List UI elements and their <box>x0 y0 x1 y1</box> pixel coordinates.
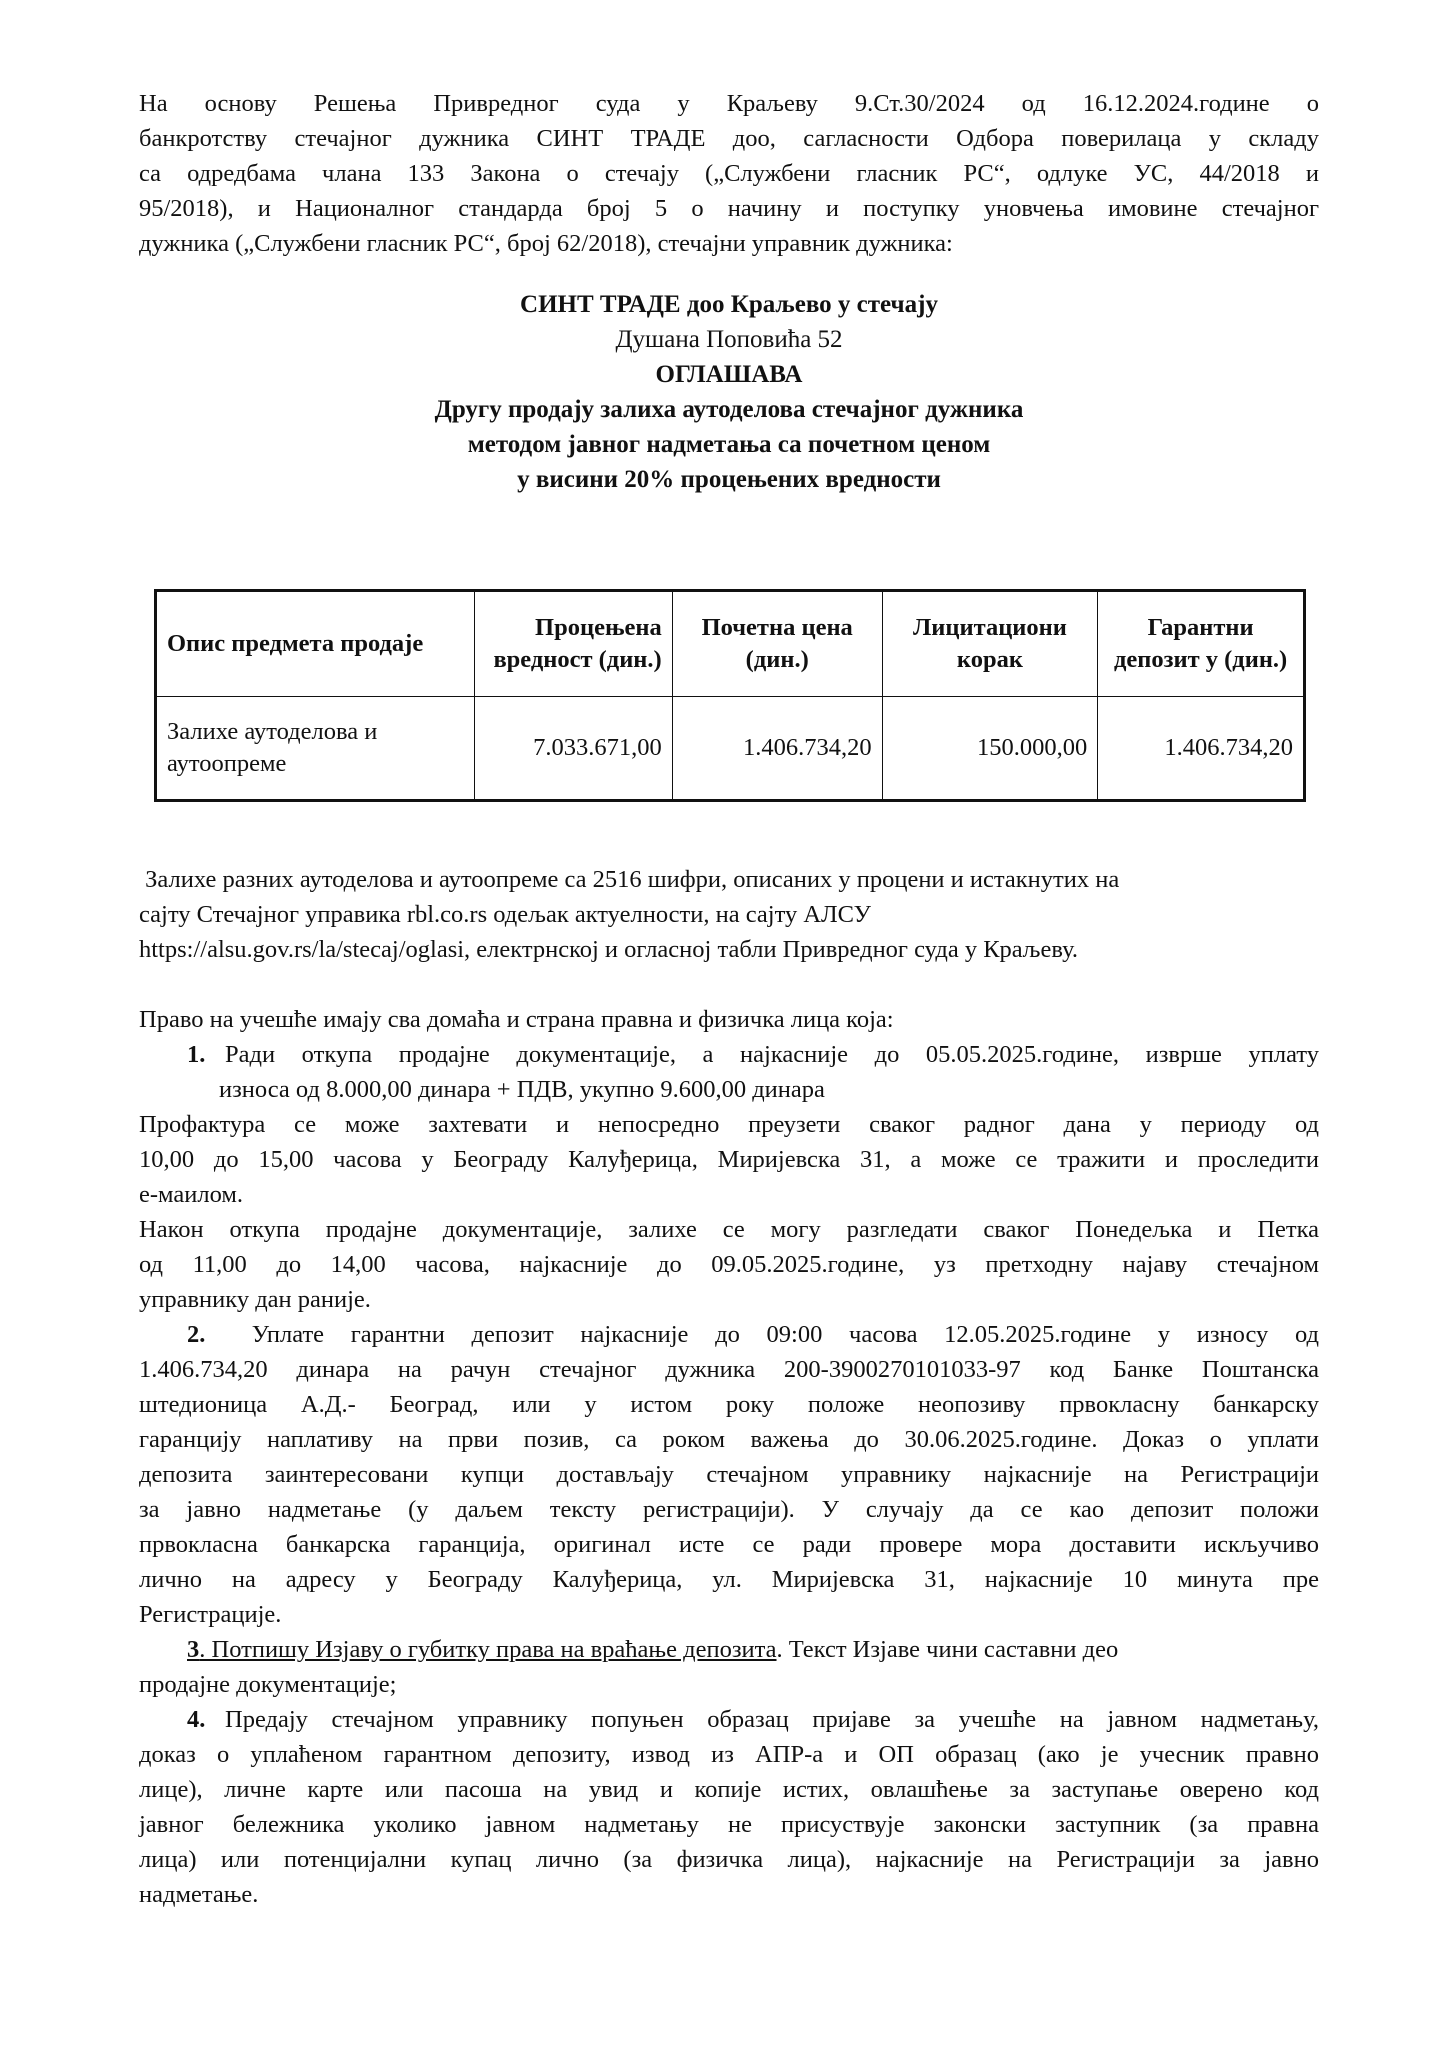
item-text: . Текст Изјаве чини саставни део <box>776 1636 1119 1663</box>
cell-starting-price: 1.406.734,20 <box>672 697 882 801</box>
sale-subtitle-line: у висини 20% процењених вредности <box>517 466 941 493</box>
col-header-estimated-value: Процењена вредност (дин.) <box>474 591 672 697</box>
announcement-heading <box>139 287 1319 497</box>
intro-line: са одредбама члана 133 Закона о стечају („Службени гласник РС“, одлуке УС, 44/2018 и <box>139 160 1319 187</box>
condition-item-4-line: јавног бележника уколико јавном надметању не присуствује законски заступник (за правна <box>139 1811 1319 1838</box>
col-header-description: Опис предмета продаје <box>156 591 475 697</box>
col-header-starting-price: Почетна цена (дин.) <box>672 591 882 697</box>
description-line: сајту Стечајног управика rbl.co.rs одељак актуелности, на сајту АЛСУ <box>139 901 872 928</box>
proforma-line: 10,00 до 15,00 часова у Београду Калуђерица, Миријевска 31, а може се тражити и проследити <box>139 1146 1319 1173</box>
col-header-deposit: Гарантни депозит у (дин.) <box>1098 591 1305 697</box>
condition-item-2 <box>139 1317 1319 1352</box>
sale-table-wrapper <box>154 589 1306 802</box>
proforma-line: е-маилом. <box>139 1181 243 1208</box>
cell-deposit: 1.406.734,20 <box>1098 697 1305 801</box>
condition-item-4-line: лице), личне карте или пасоша на увид и копије истих, овлашћење за заступање оверено код <box>139 1776 1319 1803</box>
declaration-link-text: . Потпишу Изјаву о губитку права на враћање депозита <box>199 1636 777 1663</box>
item-3-underlined <box>139 1636 777 1663</box>
condition-item-1-cont: износа од 8.000,00 динара + ПДВ, укупно 9.600,00 динара <box>219 1076 825 1103</box>
condition-item-2-line: депозита заинтересовани купци достављају стечајном управнику најкасније на Регистрацији <box>139 1461 1319 1488</box>
inspection-line: Након откупа продајне документације, залихе се могу разгледати сваког Понедељка и Петка <box>139 1216 1319 1243</box>
sale-subtitle-line: Другу продају залиха аутоделова стечајног дужника <box>434 396 1024 423</box>
condition-item-4 <box>139 1702 1319 1737</box>
condition-item-4-line: доказ о уплаћеном гарантном депозиту, извод из АПР-а и ОП образац (ако је учесник правно <box>139 1741 1319 1768</box>
cell-estimated-value: 7.033.671,00 <box>474 697 672 801</box>
item-number: 4. <box>187 1706 206 1733</box>
item-number: 3 <box>187 1636 200 1663</box>
condition-item-2-line: штедионица А.Д.- Београд, или у истом року положе неопозиву првокласну банкарску <box>139 1391 1319 1418</box>
intro-line: 95/2018), и Националног стандарда број 5 о начину и поступку уновчења имовине стечајног <box>139 195 1319 222</box>
sale-table <box>154 589 1306 802</box>
condition-item-2-line: првокласна банкарска гаранција, оригинал исте се ради провере мора доставити искључиво <box>139 1531 1319 1558</box>
description-paragraph <box>139 862 1319 967</box>
company-address: Душана Поповића 52 <box>615 326 843 353</box>
item-text: Предају стечајном управнику попуњен образац пријаве за учешће на јавном надметању, <box>225 1706 1319 1733</box>
intro-paragraph <box>139 86 1319 261</box>
condition-item-1 <box>139 1037 1319 1072</box>
intro-line: На основу Решења Привредног суда у Краљеву 9.Ст.30/2024 од 16.12.2024.године о <box>139 90 1319 117</box>
inspection-line: управнику дан раније. <box>139 1286 371 1313</box>
condition-item-2-line: Регистрације. <box>139 1601 282 1628</box>
item-number: 2. <box>187 1321 206 1348</box>
condition-item-3 <box>139 1632 1319 1667</box>
announces-title: ОГЛАШАВА <box>655 361 803 388</box>
condition-item-2-line: гаранцију наплативу на први позив, са роком важења до 30.06.2025.године. Доказ о уплати <box>139 1426 1319 1453</box>
participation-conditions <box>139 1002 1319 1912</box>
condition-item-2-line: 1.406.734,20 динара на рачун стечајног дужника 200-3900270101033-97 код Банке Поштанска <box>139 1356 1319 1383</box>
condition-item-2-line: за јавно надметање (у даљем тексту регистрацији). У случају да се као депозит положи <box>139 1496 1319 1523</box>
company-name: СИНТ ТРАДЕ доо Краљево у стечају <box>520 291 938 318</box>
proforma-line: Профактура се може захтевати и непосредно преузети сваког радног дана у периоду од <box>139 1111 1319 1138</box>
intro-line: дужника („Службени гласник РС“, број 62/2018), стечајни управник дужника: <box>139 230 953 257</box>
sale-subtitle-line: методом јавног надметања са почетном ценом <box>467 431 991 458</box>
condition-item-2-line: лично на адресу у Београду Калуђерица, ул. Миријевска 31, најкасније 10 минута пре <box>139 1566 1319 1593</box>
item-text: Уплате гарантни депозит најкасније до 09:00 часова 12.05.2025.године у износу од <box>251 1321 1319 1348</box>
item-text: Ради откупа продајне документације, а најкасније до 05.05.2025.године, изврше уплату <box>225 1041 1319 1068</box>
table-row <box>156 697 1305 801</box>
description-line: Залихе разних аутоделова и аутоопреме са 2516 шифри, описаних у процени и истакнутих на <box>139 866 1120 893</box>
cell-description: Залихе аутоделова и аутоопреме <box>156 697 475 801</box>
item-number: 1. <box>187 1041 206 1068</box>
inspection-line: од 11,00 до 14,00 часова, најкасније до 09.05.2025.године, уз претходну најаву стечајном <box>139 1251 1319 1278</box>
col-header-bid-step: Лицитациони корак <box>882 591 1098 697</box>
condition-item-4-line: надметање. <box>139 1881 259 1908</box>
description-line: https://alsu.gov.rs/la/stecaj/oglasi, електрнској и огласној табли Привредног суда у Краљеву. <box>139 936 1079 963</box>
intro-line: банкротству стечајног дужника СИНТ ТРАДЕ доо, сагласности Одбора поверилаца у складу <box>139 125 1319 152</box>
table-header-row <box>156 591 1305 697</box>
rights-intro: Право на учешће имају сва домаћа и страна правна и физичка лица која: <box>139 1006 894 1033</box>
cell-bid-step: 150.000,00 <box>882 697 1098 801</box>
condition-item-3-cont: продајне документације; <box>139 1671 397 1698</box>
condition-item-4-line: лица) или потенцијални купац лично (за физичка лица), најкасније на Регистрацији за јавно <box>139 1846 1319 1873</box>
